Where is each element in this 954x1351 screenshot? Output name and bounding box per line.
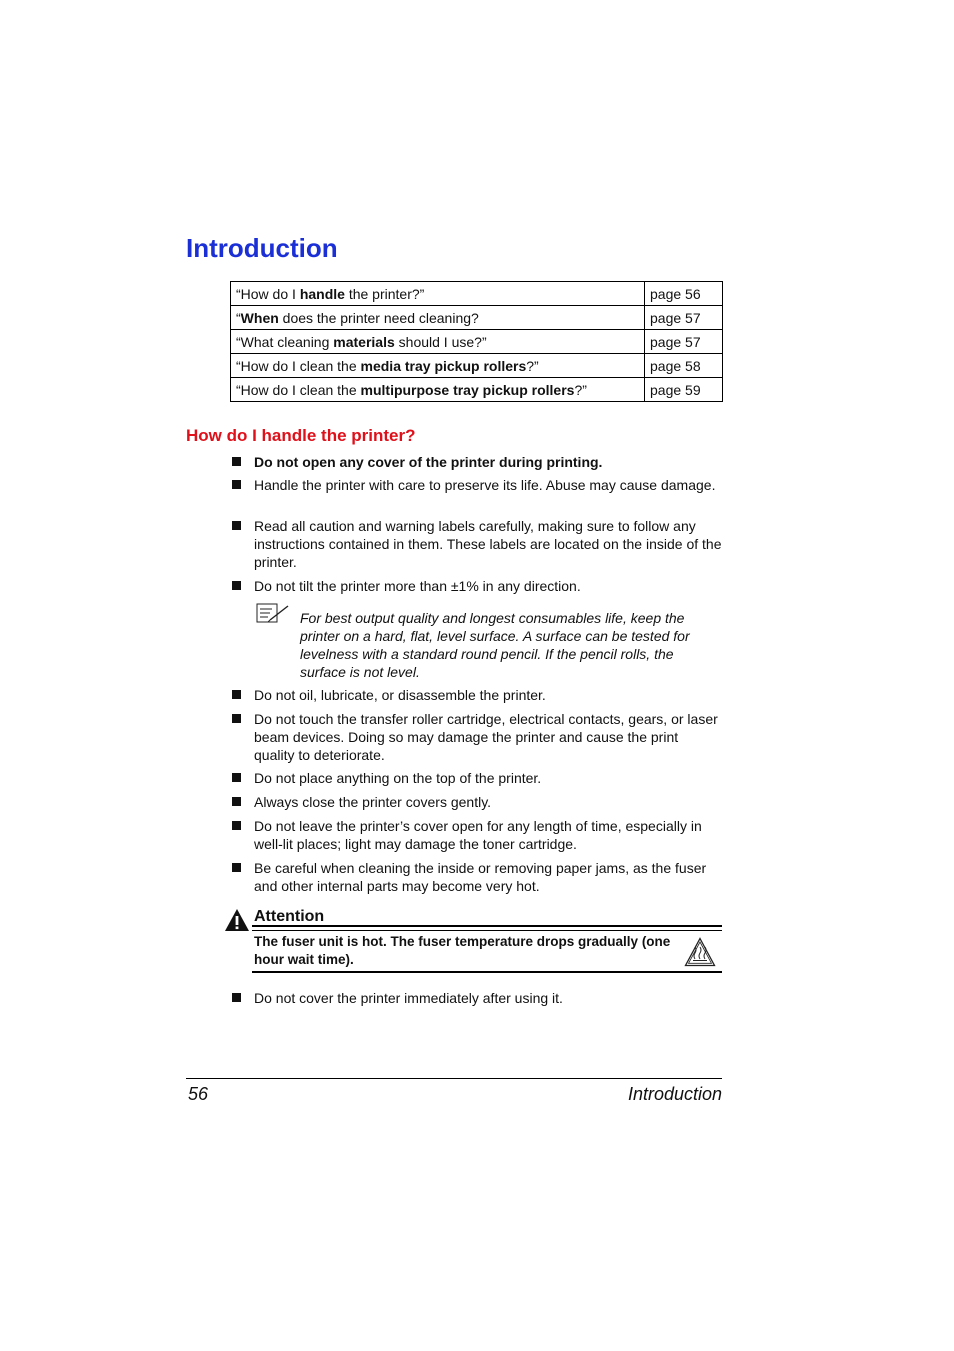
note-pencil-icon	[256, 603, 290, 625]
page-ref-link[interactable]: page 56	[645, 282, 723, 306]
page-ref-link[interactable]: page 59	[645, 378, 723, 402]
list-item: Do not cover the printer immediately after using it.	[232, 989, 722, 1007]
list-item: Do not place anything on the top of the printer.	[232, 769, 722, 787]
footer-rule	[186, 1078, 722, 1079]
list-item: Read all caution and warning labels carefully, making sure to follow any instructions contained in them. These labels are located on the inside of the printer.	[232, 517, 722, 571]
list-item: Do not leave the printer’s cover open for any length of time, especially in well-lit places; light may damage the toner cartridge.	[232, 817, 722, 853]
bullet-square-icon	[232, 821, 241, 830]
topic-table	[230, 281, 723, 402]
attention-text: The fuser unit is hot. The fuser temperature drops gradually (one hour wait time).	[254, 934, 671, 967]
note-text: For best output quality and longest consumables life, keep the printer on a hard, flat, level surface. A surface can be tested for levelness with a standard round pencil. If the pencil rolls, the surface is not level.	[300, 610, 690, 680]
table-row	[231, 282, 723, 306]
page-title: Introduction	[186, 233, 338, 263]
attention-rule-inner	[252, 930, 722, 931]
table-row	[231, 306, 723, 330]
bullet-square-icon	[232, 581, 241, 590]
table-row	[231, 330, 723, 354]
bullet-square-icon	[232, 863, 241, 872]
hot-surface-icon	[684, 937, 716, 967]
topic-cell: “When does the printer need cleaning?	[231, 306, 645, 330]
bullet-square-icon	[232, 690, 241, 699]
table-row	[231, 354, 723, 378]
list-item: Handle the printer with care to preserve its life. Abuse may cause damage.	[232, 476, 722, 494]
warning-triangle-icon	[224, 908, 250, 932]
bullet-square-icon	[232, 797, 241, 806]
bullet-square-icon	[232, 480, 241, 489]
page-number: 56	[188, 1084, 209, 1104]
table-row	[231, 378, 723, 402]
bullet-square-icon	[232, 457, 241, 466]
page-ref-link[interactable]: page 57	[645, 306, 723, 330]
page-ref-link[interactable]: page 58	[645, 354, 723, 378]
attention-rule-top	[252, 925, 722, 927]
bullet-square-icon	[232, 993, 241, 1002]
bullet-square-icon	[232, 773, 241, 782]
bullet-square-icon	[232, 714, 241, 723]
topic-cell: “How do I clean the media tray pickup rollers?”	[231, 354, 645, 378]
list-item: Be careful when cleaning the inside or removing paper jams, as the fuser and other internal parts may become very hot.	[232, 859, 722, 895]
topic-cell: “How do I handle the printer?”	[231, 282, 645, 306]
topic-cell: “How do I clean the multipurpose tray pickup rollers?”	[231, 378, 645, 402]
list-item: Do not open any cover of the printer during printing.	[232, 453, 722, 471]
list-item: Do not tilt the printer more than ±1% in any direction.	[232, 577, 722, 595]
attention-label: Attention	[254, 908, 325, 925]
topic-cell: “What cleaning materials should I use?”	[231, 330, 645, 354]
list-item: Do not touch the transfer roller cartridge, electrical contacts, gears, or laser beam devices. Doing so may damage the printer and cause the print quality to deteriorate.	[232, 710, 722, 764]
list-item: Always close the printer covers gently.	[232, 793, 722, 811]
section-heading: How do I handle the printer?	[186, 426, 416, 445]
bullet-square-icon	[232, 521, 241, 530]
list-item: Do not oil, lubricate, or disassemble the printer.	[232, 686, 722, 704]
page-ref-link[interactable]: page 57	[645, 330, 723, 354]
footer-chapter-title: Introduction	[627, 1084, 722, 1104]
attention-rule-bottom	[252, 971, 722, 973]
